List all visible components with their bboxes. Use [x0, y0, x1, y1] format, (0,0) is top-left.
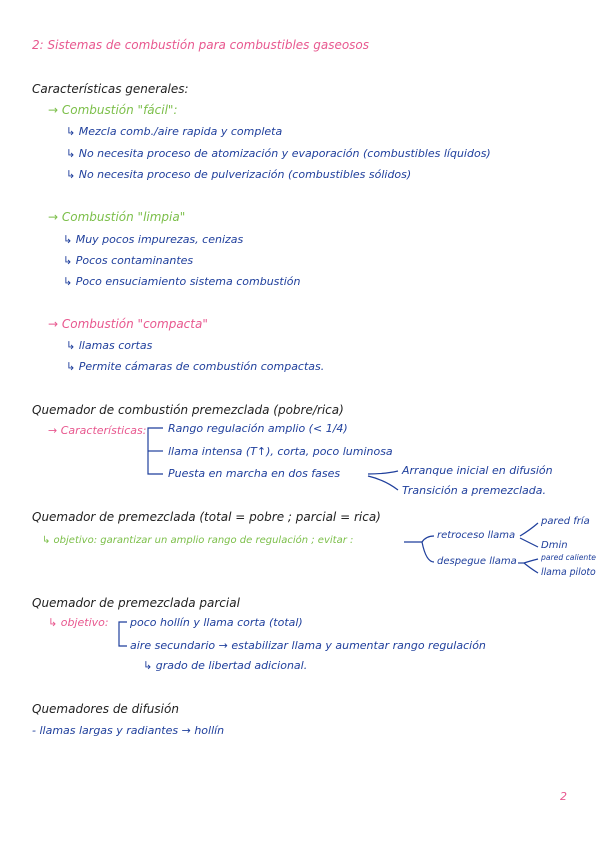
limpia-item-2: ↳ Pocos contaminantes [63, 254, 194, 267]
page-number: 2 [560, 790, 567, 803]
premezclada-item-1: Rango regulación amplio (< 1/4) [168, 422, 348, 435]
facil-item-3: ↳ No necesita proceso de pulverización (combustibles sólidos) [66, 168, 412, 181]
premezclada-item-2: llama intensa (T↑), corta, poco luminosa [168, 445, 393, 458]
general-heading: Características generales: [32, 82, 189, 96]
facil-item-2: ↳ No necesita proceso de atomización y evaporación (combustibles líquidos) [66, 147, 491, 160]
fase-2: Transición a premezclada. [402, 484, 547, 497]
fase-1: Arranque inicial en difusión [402, 464, 553, 477]
parcial-item-1: poco hollín y llama corta (total) [130, 616, 303, 629]
llama-piloto: llama piloto [541, 567, 596, 578]
difusion-item: - llamas largas y radiantes → hollín [32, 724, 225, 737]
compacta-item-1: ↳ llamas cortas [66, 339, 153, 352]
parcial-item-2: aire secundario → estabilizar llama y aumentar rango regulación [130, 639, 486, 652]
caracteristicas-label: → Características: [48, 424, 147, 437]
retroceso-llama: retroceso llama [437, 530, 516, 541]
compacta-item-2: ↳ Permite cámaras de combustión compactas. [66, 360, 325, 373]
section-title: 2: Sistemas de combustión para combustibles gaseosos [32, 38, 370, 52]
premezclada-item-3: Puesta en marcha en dos fases [168, 467, 341, 480]
objetivo-text: ↳ objetivo: garantizar un amplio rango de regulación ; evitar : [42, 535, 354, 546]
pared-caliente: pared caliente [541, 553, 596, 562]
parcial-sub: ↳ grado de libertad adicional. [143, 659, 308, 672]
compacta-label: → Combustión "compacta" [48, 317, 208, 331]
facil-item-1: ↳ Mezcla comb./aire rapida y completa [66, 125, 283, 138]
limpia-item-1: ↳ Muy pocos impurezas, cenizas [63, 233, 244, 246]
facil-label: → Combustión "fácil": [48, 103, 178, 117]
difusion-heading: Quemadores de difusión [32, 702, 179, 716]
limpia-item-3: ↳ Poco ensuciamiento sistema combustión [63, 275, 301, 288]
dmin: Dmin [541, 540, 568, 551]
pared-fria: pared fría [541, 516, 590, 527]
premezclada-parcial-heading: Quemador de premezclada parcial [32, 596, 240, 610]
despegue-llama: despegue llama [437, 556, 517, 567]
limpia-label: → Combustión "limpia" [48, 210, 186, 224]
premezclada-heading: Quemador de combustión premezclada (pobre/rica) [32, 403, 344, 417]
parcial-objetivo-label: ↳ objetivo: [48, 616, 109, 629]
premezclada-total-heading: Quemador de premezclada (total = pobre ; parcial = rica) [32, 510, 381, 524]
